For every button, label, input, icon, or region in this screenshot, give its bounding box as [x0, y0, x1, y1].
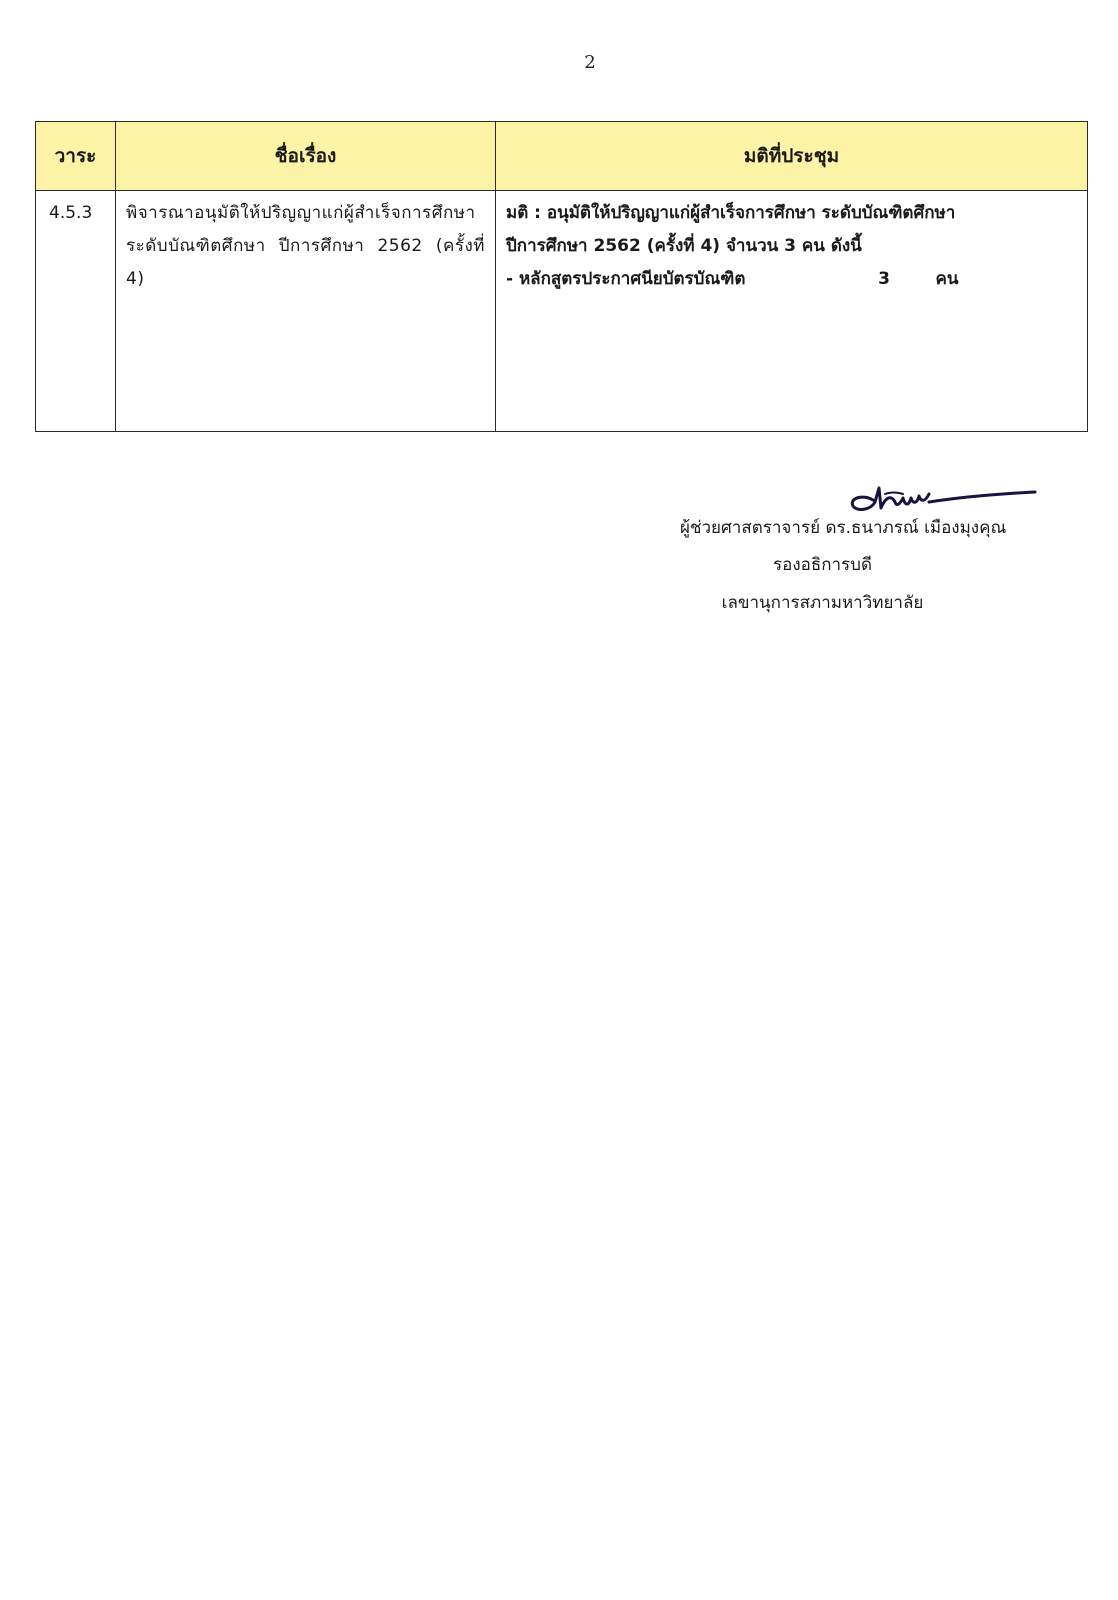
- header-agenda: วาระ: [36, 122, 116, 191]
- page-number: 2: [584, 52, 596, 73]
- resolution-item-unit: คน: [935, 269, 959, 289]
- signer-name: ผู้ช่วยศาสตราจารย์ ดร.ธนาภรณ์ เมืองมุงคุณ: [680, 518, 1007, 538]
- agenda-number: 4.5.3: [36, 191, 116, 432]
- table-row: [36, 191, 1088, 432]
- agenda-resolution: [496, 191, 1088, 432]
- resolution-item-count: 3: [878, 269, 890, 289]
- table-header-row: [36, 122, 1088, 191]
- resolution-item: [506, 263, 1077, 296]
- resolution-line-2: ปีการศึกษา 2562 (ครั้งที่ 4) จำนวน 3 คน ดังนี้: [506, 236, 862, 256]
- resolution-item-label: - หลักสูตรประกาศนียบัตรบัณฑิต: [506, 269, 746, 289]
- signer-role: เลขานุการสภามหาวิทยาลัย: [721, 593, 924, 613]
- header-resolution: มติที่ประชุม: [496, 122, 1088, 191]
- resolution-line-1: มติ : อนุมัติให้ปริญญาแก่ผู้สำเร็จการศึกษา ระดับบัณฑิตศึกษา: [506, 203, 956, 223]
- signer-position: รองอธิการบดี: [772, 555, 873, 575]
- agenda-table: [35, 121, 1088, 432]
- header-title: ชื่อเรื่อง: [116, 122, 496, 191]
- agenda-title: พิจารณาอนุมัติให้ปริญญาแก่ผู้สำเร็จการศึกษาระดับบัณฑิตศึกษา ปีการศึกษา 2562 (ครั้งที่ 4): [116, 191, 496, 432]
